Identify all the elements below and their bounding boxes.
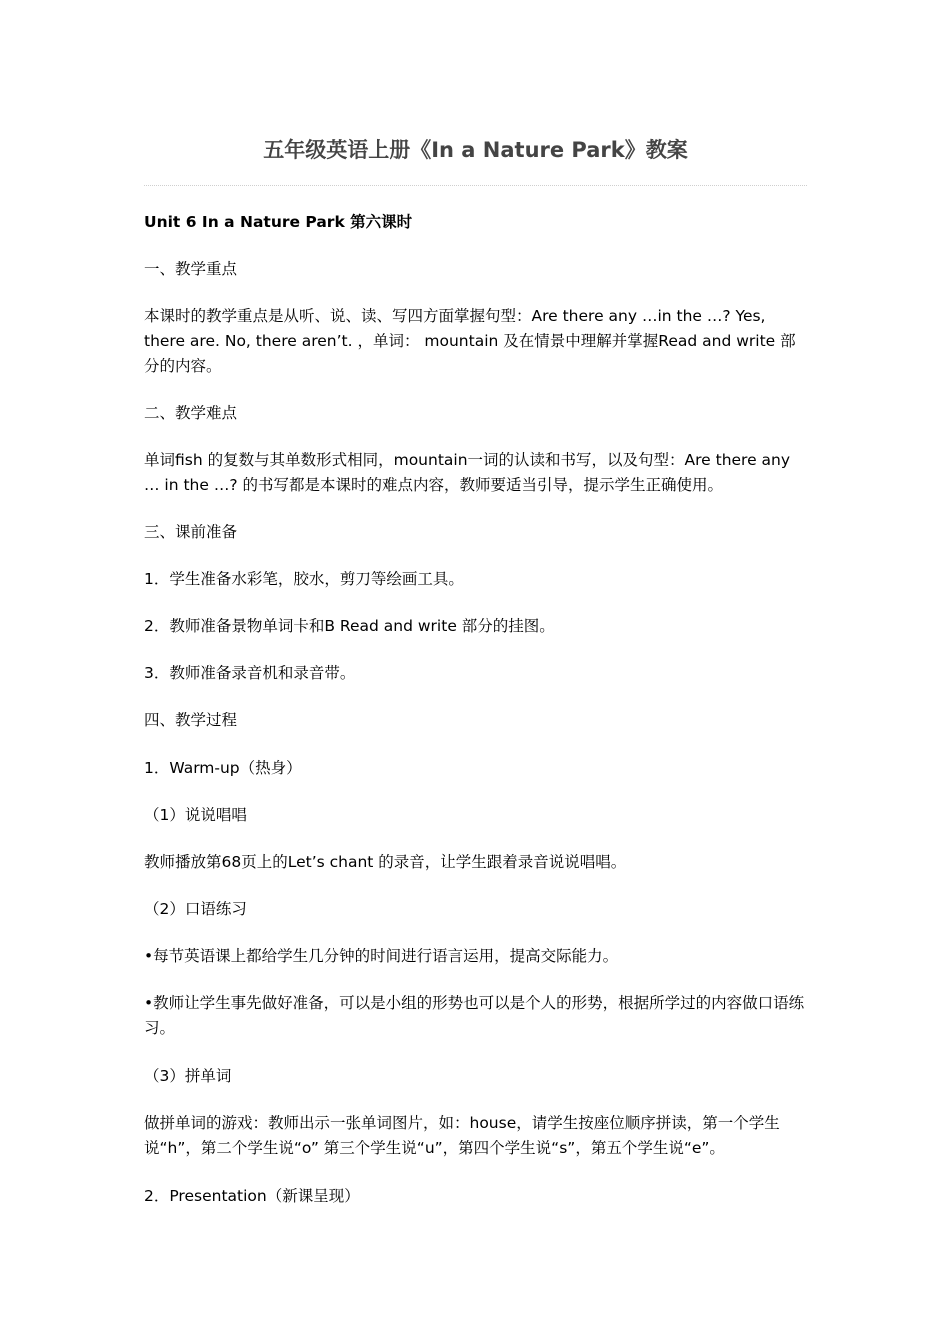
section-heading-process: 四、教学过程 <box>144 711 238 729</box>
bullet-oral-practice-1: •每节英语课上都给学生几分钟的时间进行语言运用，提高交际能力。 <box>144 947 619 965</box>
step-warm-up: 1．Warm-up（热身） <box>144 759 302 777</box>
list-item-preparation-2: 2．教师准备景物单词卡和B Read and write 部分的挂图。 <box>144 617 555 635</box>
paragraph-key-points: 本课时的教学重点是从听、说、读、写四方面掌握句型：Are there any …in the …? Yes, there are. No, there aren’t. ，单词： mountain 及在情景中理解并掌握Read and write 部分的内容。 <box>144 307 796 375</box>
title-divider <box>144 185 807 186</box>
step-presentation: 2．Presentation（新课呈现） <box>144 1187 360 1205</box>
substep-oral-practice: （2）口语练习 <box>144 900 247 918</box>
section-heading-key-points: 一、教学重点 <box>144 260 238 278</box>
list-item-preparation-3: 3．教师准备录音机和录音带。 <box>144 664 356 682</box>
document-title: 五年级英语上册《In a Nature Park》教案 <box>263 138 688 162</box>
substep-spelling: （3）拼单词 <box>144 1067 232 1085</box>
substep-chant: （1）说说唱唱 <box>144 806 247 824</box>
lesson-subtitle: Unit 6 In a Nature Park 第六课时 <box>144 213 413 231</box>
paragraph-difficulties: 单词fish 的复数与其单数形式相同，mountain一词的认读和书写，以及句型：Are there any … in the …? 的书写都是本课时的难点内容，教师要适当引导，提示学生正确使用。 <box>144 451 791 494</box>
section-heading-preparation: 三、课前准备 <box>144 523 238 541</box>
list-item-preparation-1: 1．学生准备水彩笔，胶水，剪刀等绘画工具。 <box>144 570 464 588</box>
paragraph-spelling: 做拼单词的游戏：教师出示一张单词图片，如：house，请学生按座位顺序拼读，第一个学生说“h”，第二个学生说“o” 第三个学生说“u”，第四个学生说“s”，第五个学生说“e”。 <box>144 1114 780 1157</box>
bullet-oral-practice-2: •教师让学生事先做好准备，可以是小组的形势也可以是个人的形势，根据所学过的内容做口语练习。 <box>144 994 805 1037</box>
paragraph-chant: 教师播放第68页上的Let’s chant 的录音，让学生跟着录音说说唱唱。 <box>144 853 627 871</box>
section-heading-difficulties: 二、教学难点 <box>144 404 238 422</box>
